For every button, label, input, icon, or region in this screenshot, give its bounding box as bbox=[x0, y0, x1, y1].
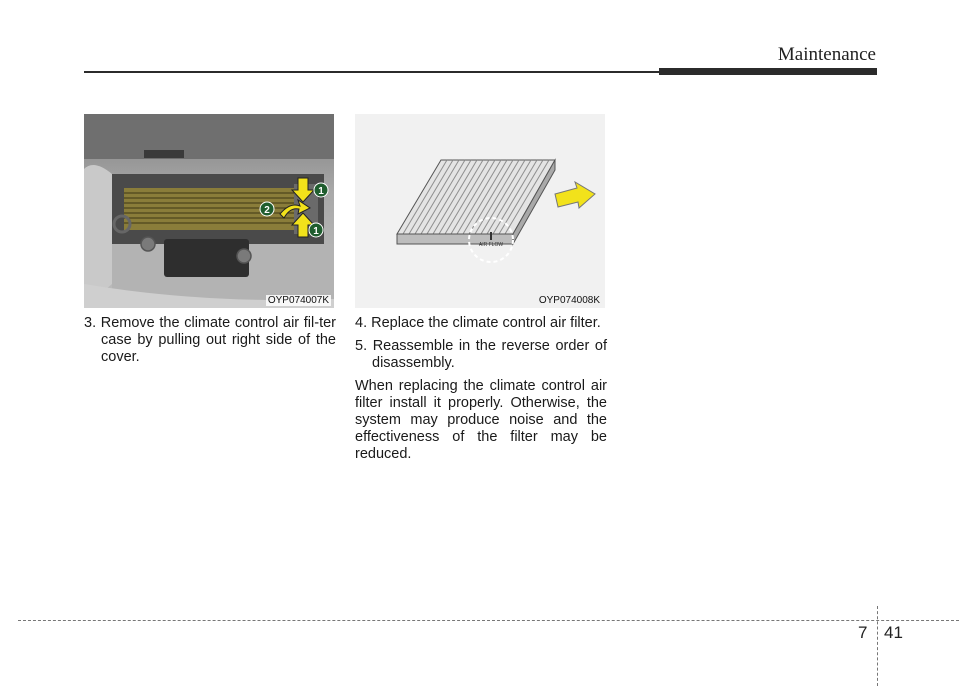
text-column-right bbox=[355, 315, 607, 463]
step-5: 5. Reassemble in the reverse order of disassembly. bbox=[355, 338, 607, 371]
caution-note: When replacing the climate control air filter install it properly. Otherwise, the system may produce noise and the effectiveness of the filter may be reduced. bbox=[355, 378, 607, 462]
header-rule bbox=[84, 71, 659, 73]
figure-air-filter bbox=[355, 114, 605, 308]
page-number: 41 bbox=[884, 623, 903, 642]
callout-1-top-label: 1 bbox=[318, 186, 324, 197]
figure-filter-case-removal bbox=[84, 114, 334, 308]
figure-code: OYP074007K bbox=[267, 295, 329, 306]
filter-case-illustration bbox=[84, 114, 334, 308]
airflow-label: AIR FLOW bbox=[478, 242, 504, 248]
chapter-number: 7 bbox=[858, 623, 868, 642]
airflow-arrow bbox=[555, 182, 595, 208]
section-title: Maintenance bbox=[777, 44, 876, 65]
text-column-left bbox=[84, 315, 336, 372]
page-number-separator bbox=[877, 606, 878, 686]
step-4: 4. Replace the climate control air filter. bbox=[355, 315, 601, 331]
figure-code: OYP074008K bbox=[538, 295, 600, 306]
footer-rule bbox=[18, 620, 959, 621]
filter-element bbox=[124, 188, 304, 230]
step-3: 3. Remove the climate control air fil-ter case by pulling out right side of the cover. bbox=[84, 315, 336, 365]
callout-1-bottom-label: 1 bbox=[313, 226, 319, 237]
filter-body bbox=[397, 160, 555, 244]
header-rule-accent bbox=[659, 68, 877, 75]
air-filter-illustration bbox=[355, 114, 605, 308]
callout-2-label: 2 bbox=[264, 205, 270, 216]
